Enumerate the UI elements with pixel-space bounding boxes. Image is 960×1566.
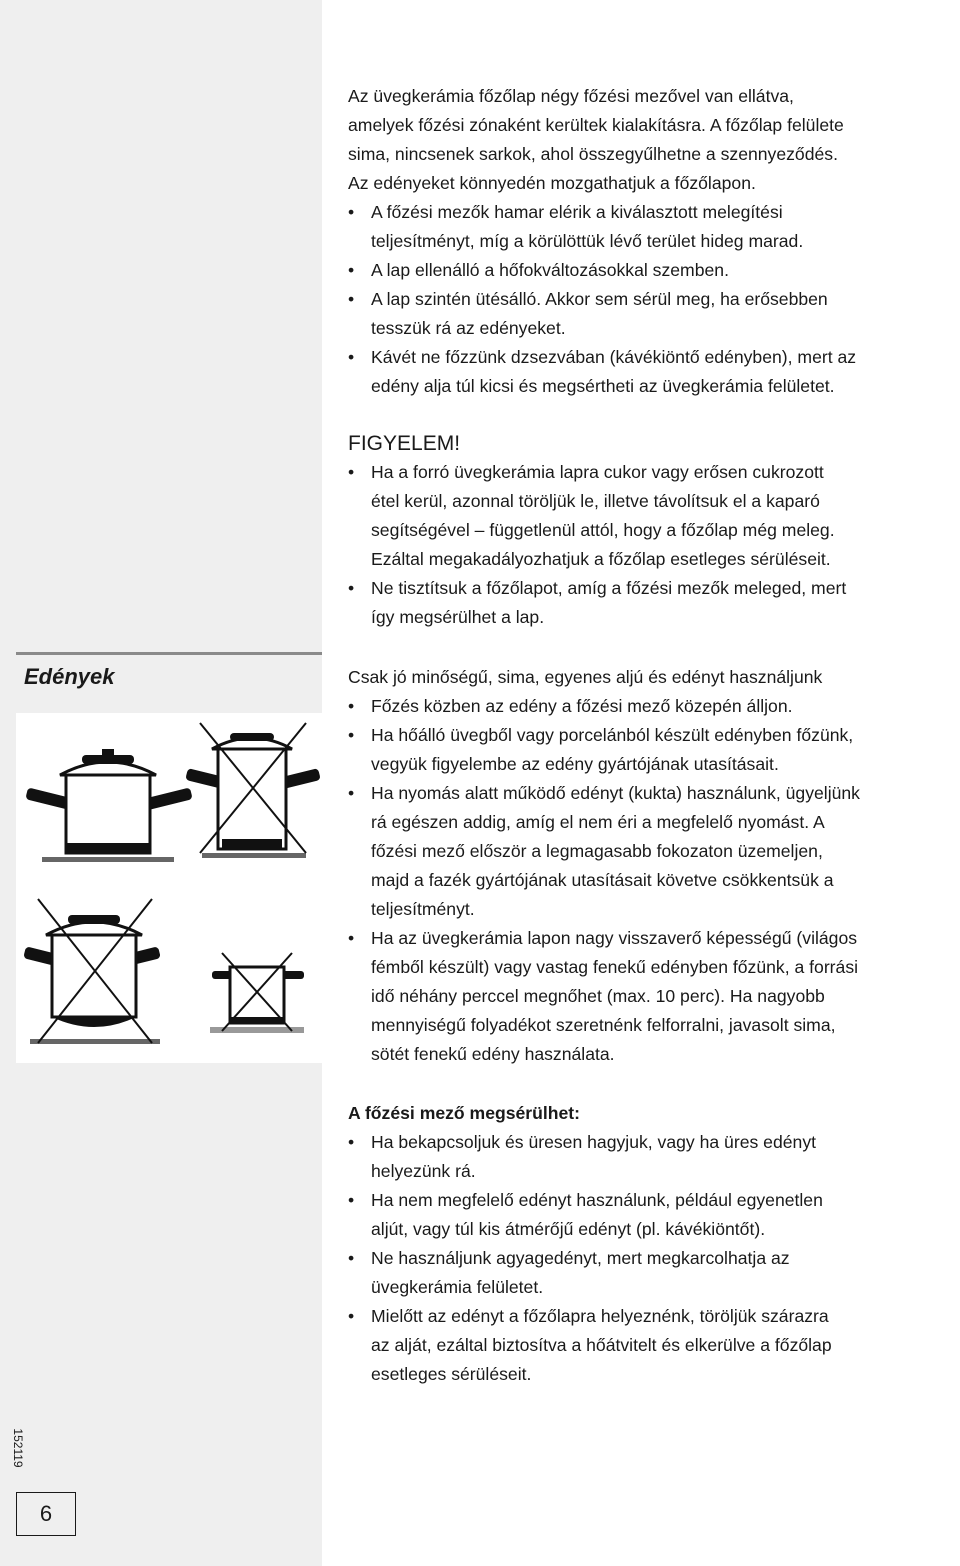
bullet-line: • Főzés közben az edény a főzési mező közepén álljon. <box>371 696 793 716</box>
bullet-line: • Ha bekapcsoljuk és üresen hagyjuk, vagy ha üres edényt <box>371 1132 816 1152</box>
pots-section <box>348 663 948 1069</box>
bullet-line: főzési mező először a legmagasabb fokozaton üzemeljen, <box>371 841 823 861</box>
bullet-line: Ezáltal megakadályozhatjuk a főzőlap esetleges sérüléseit. <box>371 549 831 569</box>
bullet-line: • Ha az üvegkerámia lapon nagy visszaverő képességű (világos <box>371 928 858 948</box>
bullet-item <box>348 1128 948 1186</box>
bullet-item <box>348 1244 948 1302</box>
cookware-illustration <box>16 713 322 1063</box>
bullet-line: • Ha a forró üvegkerámia lapra cukor vagy erősen cukrozott <box>371 462 824 482</box>
bullet-item <box>348 1302 948 1389</box>
bullet-line: fémből készült) vagy vastag fenekű edényben főzünk, a forrási <box>371 957 859 977</box>
bullet-line: edény alja túl kicsi és megsértheti az üvegkerámia felületet. <box>371 376 835 396</box>
warning-section <box>348 429 948 632</box>
pot-too-small-base-icon <box>185 723 321 858</box>
intro-line: sima, nincsenek sarkok, ahol összegyűlhetne a szennyeződés. <box>348 144 838 164</box>
bullet-item <box>348 692 948 721</box>
bullet-line: esetleges sérüléseit. <box>371 1364 532 1384</box>
bullet-line: • Ha nem megfelelő edényt használunk, például egyenetlen <box>371 1190 823 1210</box>
bullet-line: idő néhány perccel megnőhet (max. 10 perc). Ha nagyobb <box>371 986 825 1006</box>
bullet-item <box>348 256 948 285</box>
damage-section <box>348 1099 948 1389</box>
bullet-line: teljesítményt, míg a körülöttük lévő terület hideg marad. <box>371 231 804 251</box>
bullet-item <box>348 924 948 1069</box>
bullet-line: helyezünk rá. <box>371 1161 476 1181</box>
bullet-line: • Ne használjunk agyagedényt, mert megkarcolhatja az <box>371 1248 790 1268</box>
bullet-item <box>348 779 948 924</box>
bullet-line: teljesítményt. <box>371 899 475 919</box>
bullet-line: majd a fazék gyártójának utasításait követve csökkentsük a <box>371 870 834 890</box>
bullet-line: • A főzési mezők hamar elérik a kiválasztott melegítési <box>371 202 783 222</box>
damage-title: A főzési mező megsérülhet: <box>348 1103 581 1123</box>
bullet-line: üvegkerámia felületet. <box>371 1277 544 1297</box>
bullet-line: • Ha hőálló üvegből vagy porcelánból készült edényben főzünk, <box>371 725 854 745</box>
bullet-line: tesszük rá az edényeket. <box>371 318 566 338</box>
bullet-line: • Mielőtt az edényt a főzőlapra helyeznénk, töröljük szárazra <box>371 1306 829 1326</box>
bullet-line: segítségével – függetlenül attól, hogy a főzőlap még meleg. <box>371 520 835 540</box>
intro-line: Az üvegkerámia főzőlap négy főzési mezővel van ellátva, <box>348 86 794 106</box>
bullet-line: mennyiségű folyadékot szeretnénk felforralni, javasolt sima, <box>371 1015 836 1035</box>
bullet-line: • Ne tisztítsuk a főzőlapot, amíg a főzési mezők meleged, mert <box>371 578 847 598</box>
page-number: 6 <box>16 1492 76 1536</box>
bullet-line: • A lap szintén ütésálló. Akkor sem sérül meg, ha erősebben <box>371 289 828 309</box>
pot-correct-icon <box>25 749 192 862</box>
bullet-item <box>348 343 948 401</box>
bullet-line: aljút, vagy túl kis átmérőjű edényt (pl. kávékiöntőt). <box>371 1219 766 1239</box>
pots-intro: Csak jó minőségű, sima, egyenes aljú és edényt használjunk <box>348 667 823 687</box>
bullet-line: • A lap ellenálló a hőfokváltozásokkal szemben. <box>371 260 729 280</box>
document-number: 152119 <box>11 1428 25 1468</box>
bullet-line: • Ha nyomás alatt működő edényt (kukta) használunk, ügyeljünk <box>371 783 860 803</box>
bullet-item <box>348 574 948 632</box>
section-title-edenyek: Edények <box>16 652 322 690</box>
bullet-item <box>348 1186 948 1244</box>
bullet-line: rá egészen addig, amíg el nem éri a megfelelő nyomást. A <box>371 812 825 832</box>
bullet-item <box>348 198 948 256</box>
bullet-item <box>348 458 948 574</box>
bullet-line: az alját, ezáltal biztosítva a hőátvitelt és elkerülve a főzőlap <box>371 1335 832 1355</box>
bullet-line: vegyük figyelembe az edény gyártójának utasításait. <box>371 754 779 774</box>
warning-title: FIGYELEM! <box>348 432 461 455</box>
bullet-line: • Kávét ne főzzünk dzsezvában (kávékiöntő edényben), mert az <box>371 347 857 367</box>
cookware-diagram <box>16 713 322 1063</box>
pot-too-small-icon <box>210 953 304 1033</box>
pot-uneven-base-icon <box>23 899 161 1044</box>
bullet-item <box>348 285 948 343</box>
bullet-line: így megsérülhet a lap. <box>371 607 545 627</box>
intro-section <box>348 82 948 401</box>
intro-line: Az edényeket könnyedén mozgathatjuk a főzőlapon. <box>348 173 756 193</box>
bullet-item <box>348 721 948 779</box>
bullet-line: étel kerül, azonnal töröljük le, illetve távolítsuk el a kaparó <box>371 491 820 511</box>
bullet-line: sötét fenekű edény használata. <box>371 1044 615 1064</box>
intro-line: amelyek főzési zónaként kerültek kialakításra. A főzőlap felülete <box>348 115 844 135</box>
